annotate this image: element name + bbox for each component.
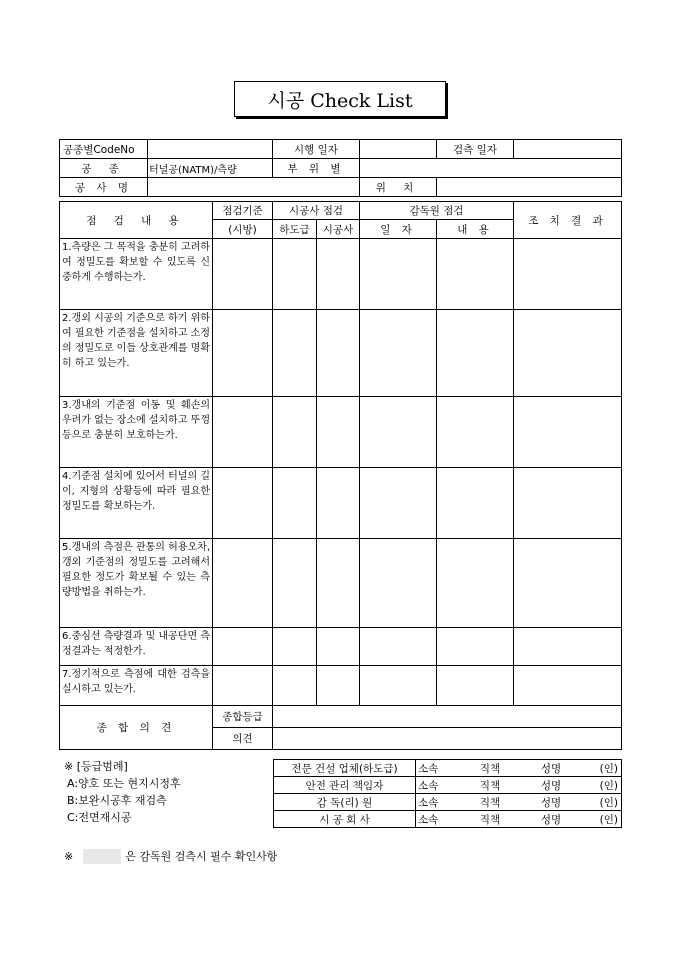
item-4-sub[interactable] bbox=[273, 468, 317, 539]
item-4-con[interactable] bbox=[317, 468, 360, 539]
item-3-date[interactable] bbox=[360, 397, 437, 468]
org-label: 소속 bbox=[418, 796, 439, 809]
item-6-detail[interactable] bbox=[437, 628, 514, 666]
col-contractor: 시공사 점검 bbox=[273, 202, 360, 220]
name-label: 성명 bbox=[540, 813, 562, 826]
name-label: 성명 bbox=[540, 762, 562, 775]
col-subcontractor: 하도급 bbox=[273, 220, 317, 239]
legend-b: B:보완시공후 재검측 bbox=[67, 794, 167, 807]
name-label: 성명 bbox=[540, 796, 562, 809]
signature-role: 안전 관리 책임자 bbox=[274, 777, 416, 794]
part-value[interactable] bbox=[360, 159, 622, 178]
item-5-action[interactable] bbox=[514, 539, 622, 628]
grade-legend bbox=[64, 758, 264, 826]
item-1-standard[interactable] bbox=[213, 239, 273, 310]
item-6-sub[interactable] bbox=[273, 628, 317, 666]
check-item-1: 1.측량은 그 목적을 충분히 고려하여 정밀도를 확보할 수 있도록 신중하게 수행하는가. bbox=[60, 239, 213, 310]
legend-title: ※ [등급범례] bbox=[64, 760, 128, 773]
opinion-label: 의견 bbox=[213, 728, 273, 750]
col-detail: 내 용 bbox=[437, 220, 514, 239]
col-standard-bottom: (시방) bbox=[213, 220, 273, 239]
item-5-detail[interactable] bbox=[437, 539, 514, 628]
item-6-con[interactable] bbox=[317, 628, 360, 666]
item-2-action[interactable] bbox=[514, 310, 622, 397]
signature-row bbox=[274, 760, 622, 777]
location-value[interactable] bbox=[437, 178, 622, 197]
check-item-4: 4.기준점 설치에 있어서 터널의 길이, 지형의 상황등에 따라 필요한 정밀도를 확보하는가. bbox=[60, 468, 213, 539]
item-1-detail[interactable] bbox=[437, 239, 514, 310]
page-title: 시공 Check List bbox=[234, 81, 446, 117]
item-2-detail[interactable] bbox=[437, 310, 514, 397]
item-3-detail[interactable] bbox=[437, 397, 514, 468]
project-value[interactable] bbox=[148, 178, 360, 197]
org-label: 소속 bbox=[418, 762, 439, 775]
item-2-standard[interactable] bbox=[213, 310, 273, 397]
signature-role: 전문 건설 업체(하도급) bbox=[274, 760, 416, 777]
check-item-3: 3.갱내의 기준점 이동 및 훼손의 우려가 없는 장소에 설치하고 뚜껑등으로 충분히 보호하는가. bbox=[60, 397, 213, 468]
signature-info[interactable] bbox=[416, 760, 622, 777]
item-1-con[interactable] bbox=[317, 239, 360, 310]
footnote bbox=[64, 848, 277, 864]
item-5-con[interactable] bbox=[317, 539, 360, 628]
exec-date-label: 시행 일자 bbox=[273, 140, 360, 159]
header-table bbox=[59, 139, 622, 197]
item-5-sub[interactable] bbox=[273, 539, 317, 628]
inspect-date-label: 검측 일자 bbox=[437, 140, 514, 159]
footnote-text: 은 감독원 검측시 필수 확인사항 bbox=[125, 850, 278, 863]
item-4-action[interactable] bbox=[514, 468, 622, 539]
grade-value[interactable] bbox=[273, 706, 622, 728]
signature-role: 시 공 회 사 bbox=[274, 811, 416, 828]
item-1-action[interactable] bbox=[514, 239, 622, 310]
checklist-table bbox=[59, 201, 622, 750]
signature-row bbox=[274, 777, 622, 794]
col-action: 조 치 결 과 bbox=[514, 202, 622, 239]
seal-label: (인) bbox=[599, 779, 618, 792]
item-7-con[interactable] bbox=[317, 666, 360, 706]
check-item-2: 2.갱외 시공의 기준으로 하기 위하여 필요한 기준점을 설치하고 소정의 정밀도로 이들 상호관계를 명확히 하고 있는가. bbox=[60, 310, 213, 397]
item-1-sub[interactable] bbox=[273, 239, 317, 310]
item-6-action[interactable] bbox=[514, 628, 622, 666]
code-value[interactable] bbox=[148, 140, 273, 159]
item-5-date[interactable] bbox=[360, 539, 437, 628]
location-label: 위 치 bbox=[360, 178, 437, 197]
position-label: 직책 bbox=[479, 813, 501, 826]
col-standard-top: 점검기준 bbox=[213, 202, 273, 220]
check-item-6: 6.중심선 측량결과 및 내공단면 측정결과는 적정한가. bbox=[60, 628, 213, 666]
item-2-sub[interactable] bbox=[273, 310, 317, 397]
name-label: 성명 bbox=[540, 779, 562, 792]
code-label: 공종별CodeNo bbox=[60, 140, 148, 159]
signature-row bbox=[274, 794, 622, 811]
item-4-standard[interactable] bbox=[213, 468, 273, 539]
item-2-con[interactable] bbox=[317, 310, 360, 397]
signature-info[interactable] bbox=[416, 777, 622, 794]
col-content: 점 검 내 용 bbox=[60, 202, 213, 239]
item-4-date[interactable] bbox=[360, 468, 437, 539]
legend-c: C:전면재시공 bbox=[67, 811, 132, 824]
check-item-5: 5.갱내의 측점은 관통의 허용오차, 갱외 기준점의 정밀도를 고려해서 필요한 정도가 확보될 수 있는 측량방법을 취하는가. bbox=[60, 539, 213, 628]
position-label: 직책 bbox=[479, 779, 501, 792]
item-2-date[interactable] bbox=[360, 310, 437, 397]
signature-info[interactable] bbox=[416, 811, 622, 828]
work-type-label: 공 종 bbox=[60, 159, 148, 178]
work-type-value: 터널공(NATM)/측량 bbox=[148, 159, 273, 178]
seal-label: (인) bbox=[599, 813, 618, 826]
exec-date-value[interactable] bbox=[360, 140, 437, 159]
item-3-con[interactable] bbox=[317, 397, 360, 468]
col-constructor: 시공사 bbox=[317, 220, 360, 239]
item-3-sub[interactable] bbox=[273, 397, 317, 468]
item-3-standard[interactable] bbox=[213, 397, 273, 468]
summary-label: 종 합 의 견 bbox=[60, 706, 213, 750]
item-5-standard[interactable] bbox=[213, 539, 273, 628]
item-4-detail[interactable] bbox=[437, 468, 514, 539]
col-date: 일 자 bbox=[360, 220, 437, 239]
seal-label: (인) bbox=[599, 796, 618, 809]
inspect-date-value[interactable] bbox=[514, 140, 622, 159]
item-7-detail[interactable] bbox=[437, 666, 514, 706]
item-7-sub[interactable] bbox=[273, 666, 317, 706]
seal-label: (인) bbox=[599, 762, 618, 775]
position-label: 직책 bbox=[479, 796, 501, 809]
signature-role: 감 독(리) 원 bbox=[274, 794, 416, 811]
check-item-7: 7.정기적으로 측점에 대한 검측을 실시하고 있는가. bbox=[60, 666, 213, 706]
position-label: 직책 bbox=[479, 762, 501, 775]
signature-info[interactable] bbox=[416, 794, 622, 811]
item-6-date[interactable] bbox=[360, 628, 437, 666]
item-7-date[interactable] bbox=[360, 666, 437, 706]
grade-label: 종합등급 bbox=[213, 706, 273, 728]
signature-table bbox=[273, 759, 622, 828]
item-3-action[interactable] bbox=[514, 397, 622, 468]
item-7-action[interactable] bbox=[514, 666, 622, 706]
project-label: 공 사 명 bbox=[60, 178, 148, 197]
shade-swatch bbox=[83, 849, 121, 864]
footnote-mark: ※ bbox=[64, 849, 74, 863]
item-6-standard[interactable] bbox=[213, 628, 273, 666]
org-label: 소속 bbox=[418, 813, 439, 826]
item-7-standard[interactable] bbox=[213, 666, 273, 706]
signature-row bbox=[274, 811, 622, 828]
col-supervisor: 감독원 점검 bbox=[360, 202, 514, 220]
part-label: 부 위 별 bbox=[273, 159, 360, 178]
opinion-value[interactable] bbox=[273, 728, 622, 750]
legend-a: A:양호 또는 현지시정후 bbox=[67, 777, 181, 790]
org-label: 소속 bbox=[418, 779, 439, 792]
item-1-date[interactable] bbox=[360, 239, 437, 310]
